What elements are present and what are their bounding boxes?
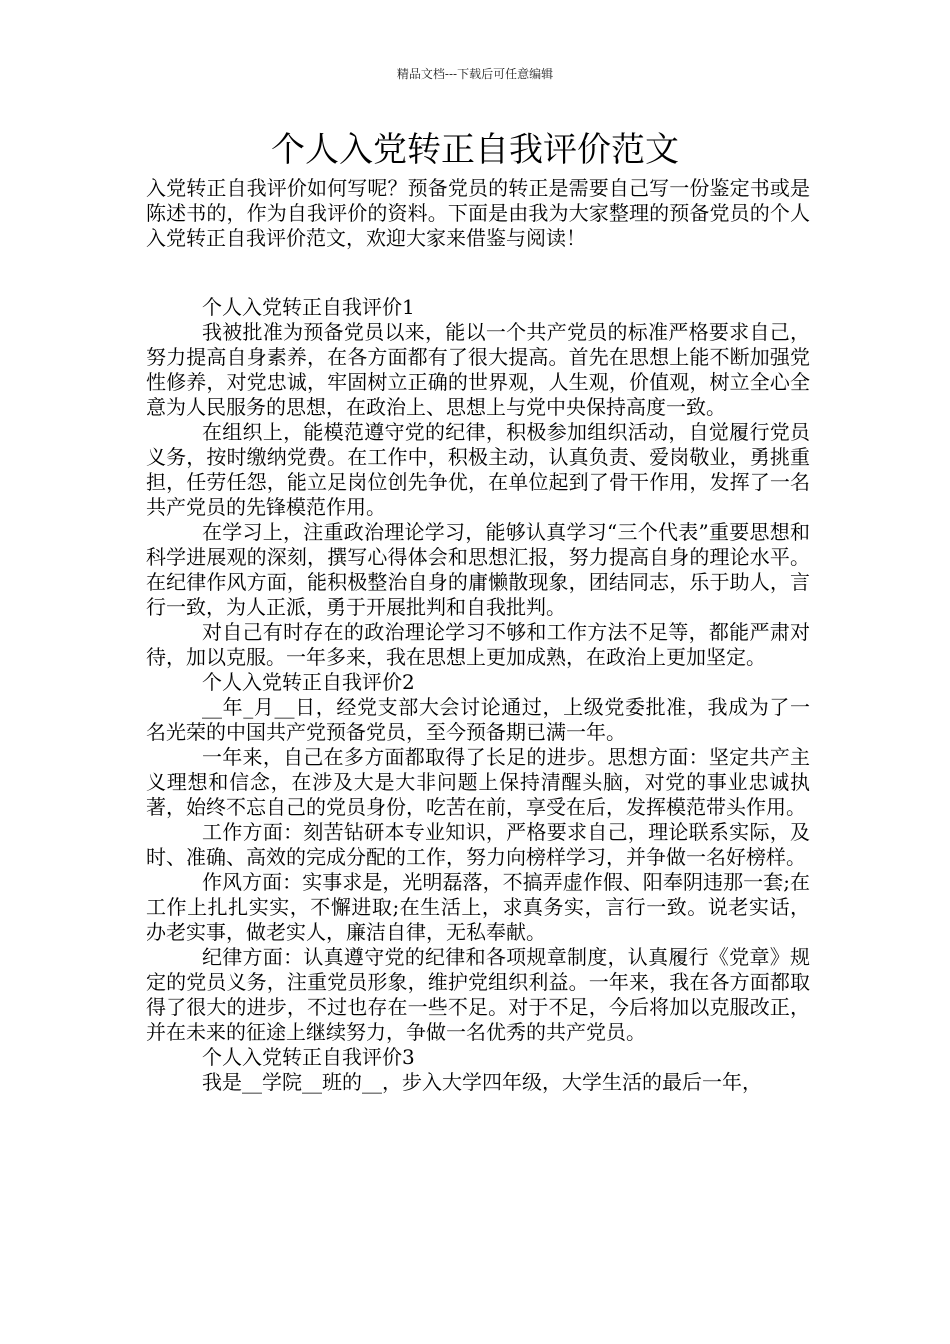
document-body	[146, 176, 810, 1095]
body-paragraph: 在学习上，注重政治理论学习，能够认真学习“三个代表”重要思想和科学进展观的深刻，撰写心得体会和思想汇报，努力提高自身的理论水平。在纪律作风方面，能积极整治自身的庸懒散现象，团结同志，乐于助人，言行一致，为人正派，勇于开展批判和自我批判。	[146, 520, 810, 619]
body-paragraph: 一年来，自己在多方面都取得了长足的进步。思想方面：坚定共产主义理想和信念，在涉及大是大非问题上保持清醒头脑，对党的事业忠诚执著，始终不忘自己的党员身份，吃苦在前，享受在后，发挥模范带头作用。	[146, 745, 810, 819]
body-paragraph: 纪律方面：认真遵守党的纪律和各项规章制度，认真履行《党章》规定的党员义务，注重党员形象，维护党组织利益。一年来，我在各方面都取得了很大的进步，不过也存在一些不足。对于不足，今后将加以克服改正，并在未来的征途上继续努力，争做一名优秀的共产党员。	[146, 945, 810, 1044]
header-note: 精品文档---下载后可任意编辑	[396, 67, 554, 81]
intro-paragraph: 入党转正自我评价如何写呢？预备党员的转正是需要自己写一份鉴定书或是陈述书的，作为自我评价的资料。下面是由我为大家整理的预备党员的个人入党转正自我评价范文，欢迎大家来借鉴与阅读！	[146, 176, 810, 250]
body-paragraph: 我被批准为预备党员以来，能以一个共产党员的标准严格要求自己，努力提高自身素养，在各方面都有了很大提高。首先在思想上能不断加强党性修养，对党忠诚，牢固树立正确的世界观，人生观，价值观，树立全心全意为人民服务的思想，在政治上、思想上与党中央保持高度一致。	[146, 320, 810, 419]
body-paragraph: 在组织上，能模范遵守党的纪律，积极参加组织活动，自觉履行党员义务，按时缴纳党费。在工作中，积极主动，认真负责、爱岗敬业，勇挑重担，任劳任怨，能立足岗位创先争优，在单位起到了骨干作用，发挥了一名共产党员的先锋模范作用。	[146, 420, 810, 519]
body-paragraph: 工作方面：刻苦钻研本专业知识，严格要求自己，理论联系实际，及时、准确、高效的完成分配的工作，努力向榜样学习，并争做一名好榜样。	[146, 820, 810, 869]
body-paragraph: 作风方面：实事求是，光明磊落，不搞弄虚作假、阳奉阴违那一套;在工作上扎扎实实，不懈进取;在生活上，求真务实，言行一致。说老实话，办老实事，做老实人，廉洁自律，无私奉献。	[146, 870, 810, 944]
body-paragraph: __年_月__日，经党支部大会讨论通过，上级党委批准，我成为了一名光荣的中国共产党预备党员，至今预备期已满一年。	[146, 695, 810, 744]
page-title: 个人入党转正自我评价范文	[271, 130, 679, 170]
section-heading-1: 个人入党转正自我评价1	[202, 295, 415, 319]
body-paragraph: 我是__学院__班的__，步入大学四年级，大学生活的最后一年，	[202, 1070, 762, 1094]
section-heading-3: 个人入党转正自我评价3	[202, 1045, 415, 1069]
section-spacer	[146, 251, 810, 295]
body-paragraph: 对自己有时存在的政治理论学习不够和工作方法不足等，都能严肃对待，加以克服。一年多来，我在思想上更加成熟，在政治上更加坚定。	[146, 620, 810, 669]
section-heading-2: 个人入党转正自我评价2	[202, 670, 415, 694]
